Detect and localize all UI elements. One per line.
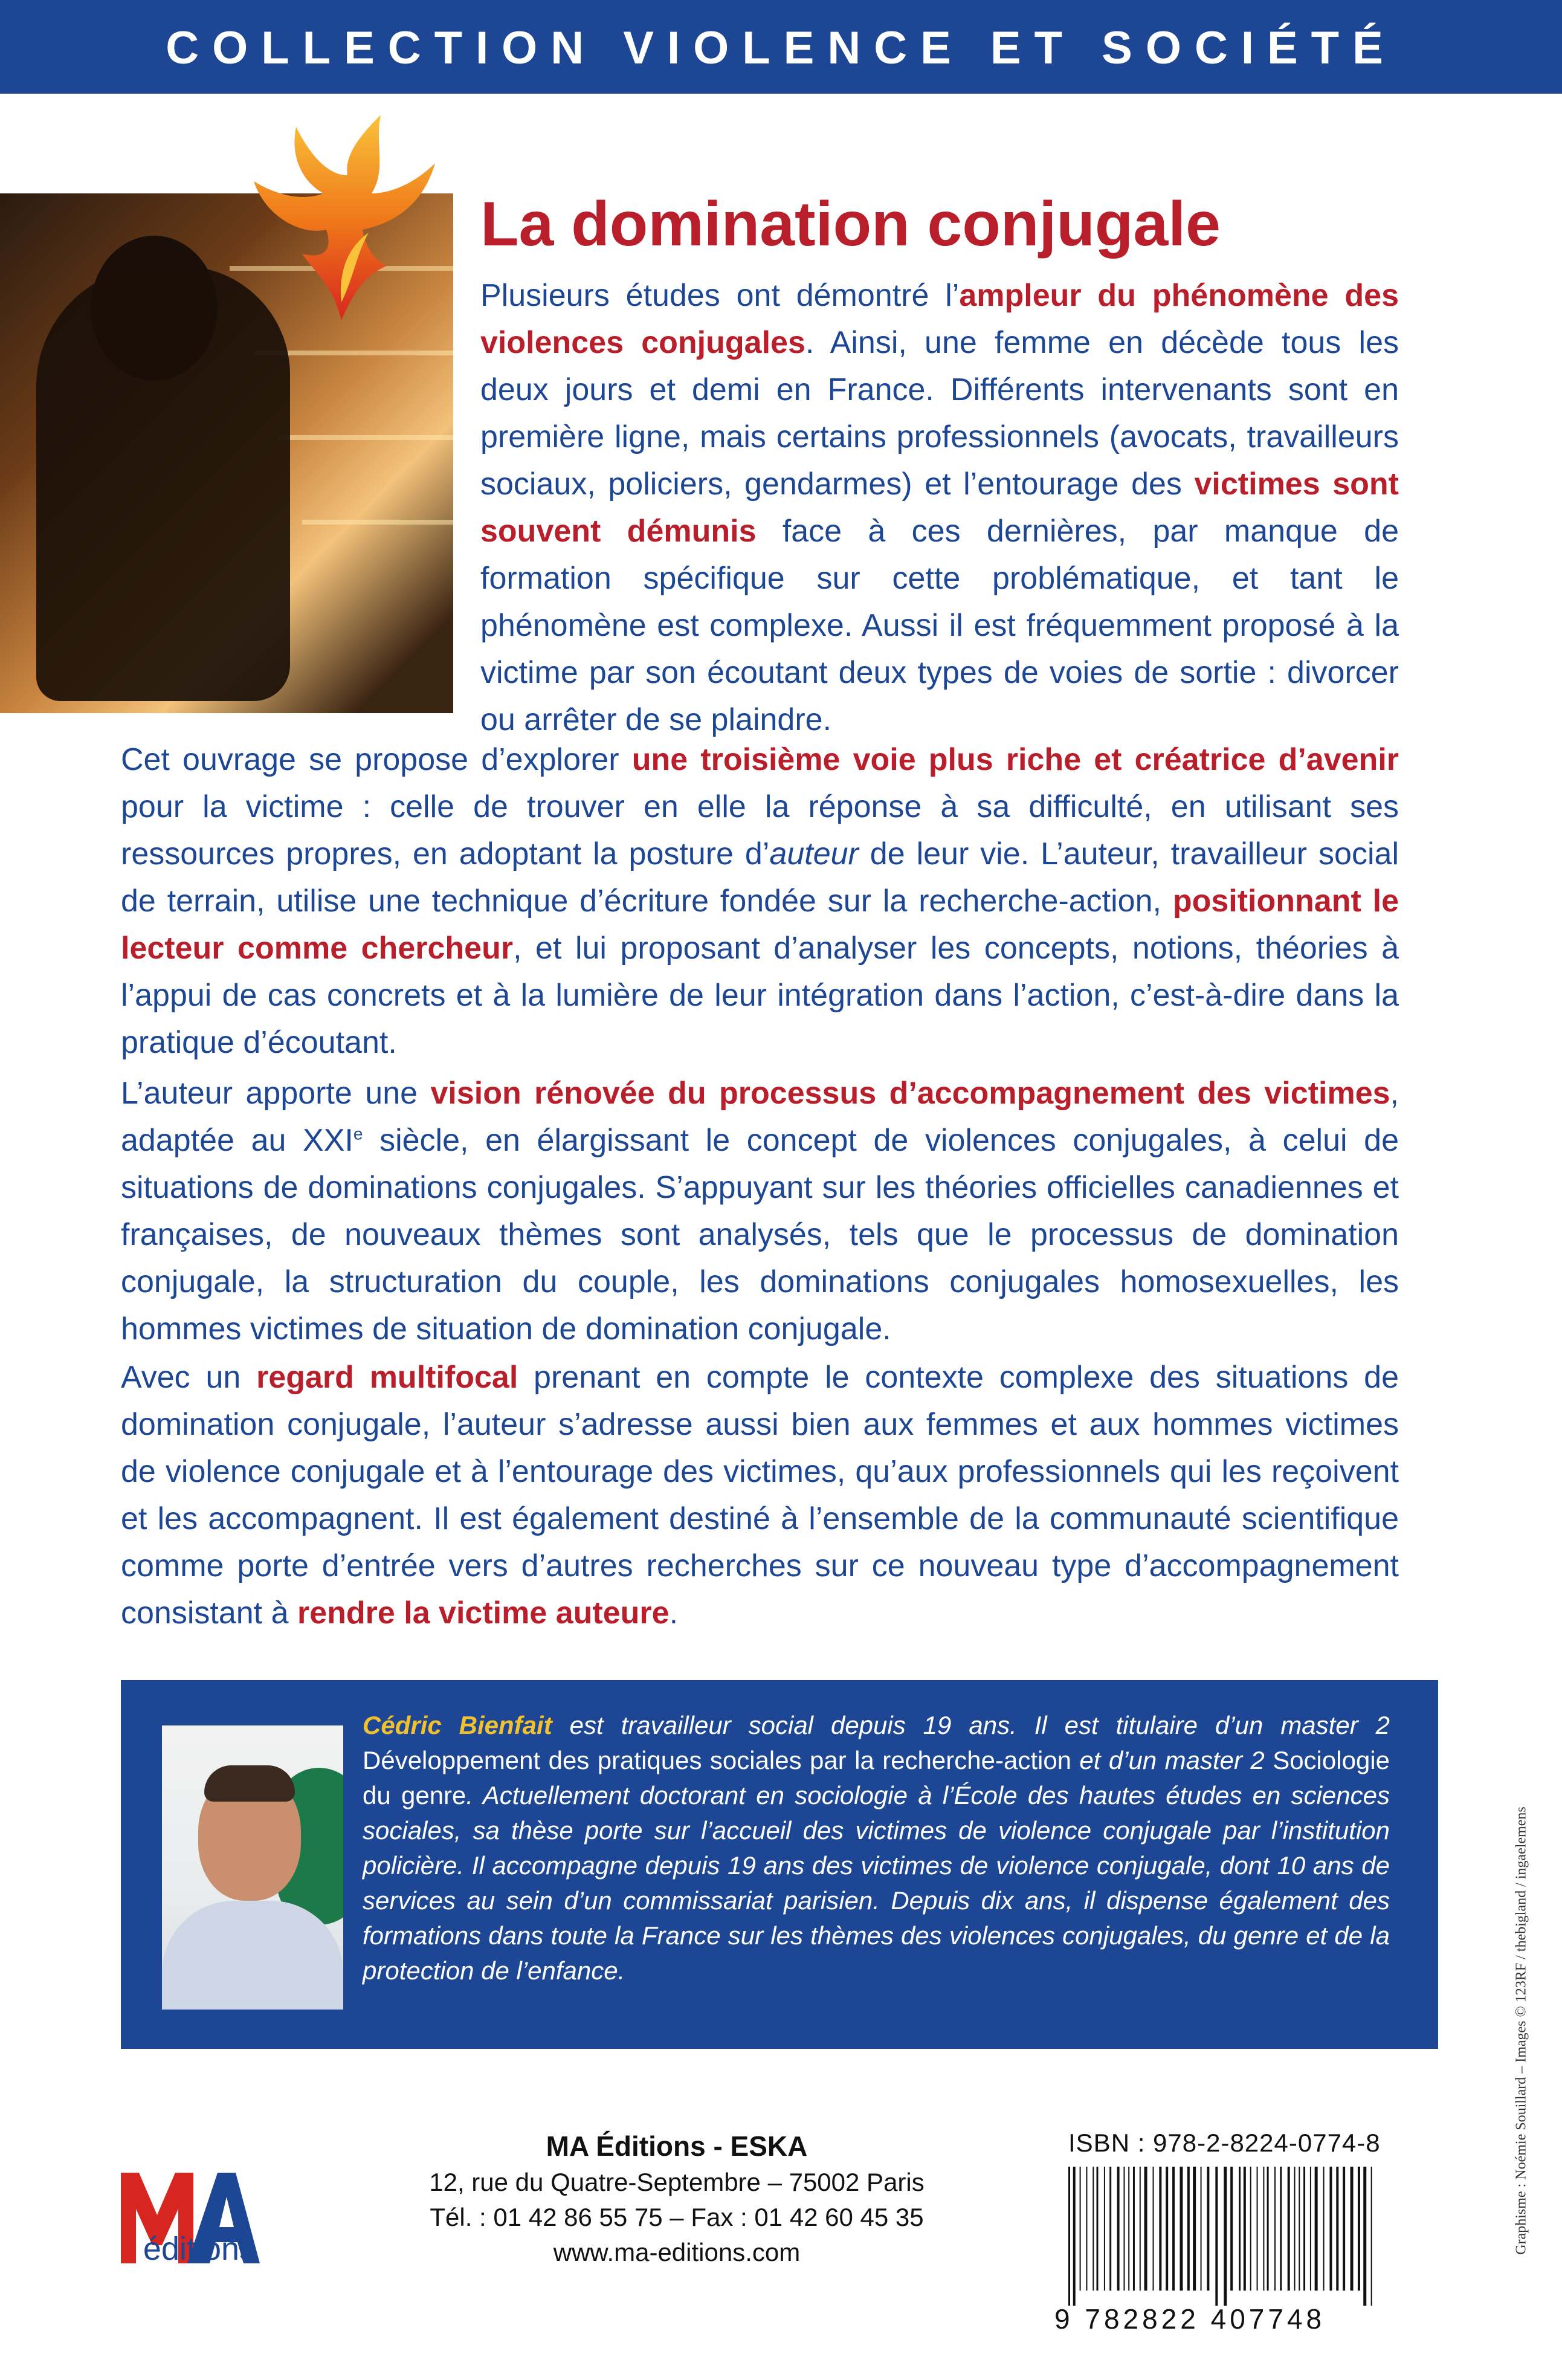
ma-editions-logo bbox=[121, 2136, 260, 2294]
barcode-bar bbox=[1280, 2167, 1282, 2291]
barcode-bar bbox=[1336, 2167, 1338, 2291]
barcode-bar bbox=[1239, 2167, 1241, 2291]
barcode-bar bbox=[1351, 2167, 1354, 2291]
phoenix-icon bbox=[242, 103, 441, 326]
barcode-bar bbox=[1133, 2167, 1135, 2291]
barcode-bar bbox=[1080, 2167, 1081, 2291]
barcode-bar bbox=[1250, 2167, 1251, 2291]
barcode-bar bbox=[1140, 2167, 1141, 2291]
text-segment: rendre la victime auteure bbox=[297, 1596, 670, 1631]
barcode-bar bbox=[1329, 2167, 1332, 2291]
text-segment: et d’un master 2 bbox=[1071, 1746, 1273, 1774]
summary-paragraph-4 bbox=[121, 1354, 1399, 1637]
text-segment: , adaptée au XXI bbox=[121, 1076, 1399, 1158]
barcode-bar bbox=[1303, 2167, 1305, 2291]
text-segment: L’auteur apporte une bbox=[121, 1076, 431, 1111]
text-segment: Cédric Bienfait bbox=[363, 1711, 552, 1739]
barcode-digits: 9 782822 407748 bbox=[1054, 2303, 1326, 2335]
summary-paragraph-1 bbox=[480, 272, 1399, 743]
text-segment: . Actuellement doctorant en sociologie à l’École des hautes études en sciences sociales, sa thèse porte sur l’accueil des victimes de violence conjugale par l’institution policière. Il accompagne depuis 19 ans des victimes de violence conjugale, dont 10 ans de services au sein d’un commissariat parisien. Depuis dix ans, il dispense également des formations dans toute la France sur les thèmes des violences conjugales, du genre et de la protection de l’enfance. bbox=[363, 1781, 1390, 1985]
text-segment: auteur bbox=[769, 836, 859, 871]
barcode-bar bbox=[1310, 2167, 1311, 2291]
text-segment: , et lui proposant d’analyser les concepts, notions, théories à l’appui de cas concrets et à la lumière de leur intégration dans l’action, c’est-à-dire dans la pratique d’écoutant. bbox=[121, 931, 1399, 1060]
barcode-bar bbox=[1068, 2167, 1070, 2306]
barcode bbox=[1065, 2167, 1451, 2306]
logo-wordmark: éditions bbox=[143, 2231, 256, 2267]
barcode-bar bbox=[1104, 2167, 1105, 2291]
barcode-bar bbox=[1363, 2167, 1366, 2306]
text-segment: regard multifocal bbox=[256, 1360, 518, 1395]
text-segment: Avec un bbox=[121, 1360, 257, 1395]
barcode-bar bbox=[1263, 2167, 1264, 2291]
text-segment: de leur vie. L’auteur, travailleur social de terrain, utilise une technique d’écriture fondée sur la recherche-action, bbox=[121, 836, 1399, 919]
text-segment: positionnant le lecteur comme chercheur bbox=[121, 884, 1399, 966]
barcode-bar bbox=[1323, 2167, 1325, 2291]
publisher-address: 12, rue du Quatre-Septembre – 75002 Paris bbox=[429, 2168, 925, 2196]
barcode-bar bbox=[1172, 2167, 1175, 2291]
barcode-bar bbox=[1073, 2167, 1076, 2306]
text-segment: Cet ouvrage se propose d’explorer bbox=[121, 742, 632, 777]
barcode-bar bbox=[1144, 2167, 1147, 2291]
publisher-phone: Tél. : 01 42 86 55 75 – Fax : 01 42 60 45 35 bbox=[430, 2203, 924, 2231]
summary-paragraph-3 bbox=[121, 1070, 1399, 1353]
barcode-bar bbox=[1358, 2167, 1360, 2291]
text-segment: . bbox=[669, 1596, 679, 1631]
author-photo bbox=[162, 1725, 343, 2010]
image-credits bbox=[1509, 1728, 1534, 2333]
barcode-bar bbox=[1215, 2167, 1218, 2306]
barcode-bar bbox=[1193, 2167, 1196, 2291]
barcode-bar bbox=[1267, 2167, 1269, 2291]
text-segment: face à ces dernières, par manque de formation spécifique sur cette problématique, et tant le phénomène est complexe. Aussi il est fréquemment proposé à la victime par son écoutant deux types de voies de sortie : divorcer ou arrêter de se plaindre. bbox=[480, 514, 1399, 737]
barcode-bar bbox=[1109, 2167, 1111, 2291]
barcode-bar bbox=[1123, 2167, 1125, 2291]
barcode-bar bbox=[1180, 2167, 1183, 2291]
text-segment: prenant en compte le contexte complexe des situations de domination conjugale, l’auteur s’adresse aussi bien aux femmes et aux hommes victimes de violence conjugale et à l’entourage des victimes, qu’aux professionnels qui les reçoivent et les accompagnent. Il est également destiné à l’ensemble de la communauté scientifique comme porte d’entrée vers d’autres recherches sur ce nouveau type d’accompagnement consistant à bbox=[121, 1360, 1399, 1631]
text-segment: une troisième voie plus riche et créatrice d’avenir bbox=[631, 742, 1399, 777]
barcode-bar bbox=[1207, 2167, 1209, 2291]
text-segment: est travailleur social depuis 19 ans. Il est titulaire d’un master 2 bbox=[552, 1711, 1390, 1739]
text-segment: Plusieurs études ont démontré l’ bbox=[480, 278, 960, 313]
barcode-bar bbox=[1159, 2167, 1161, 2291]
text-segment: vision rénovée du processus d’accompagnement des victimes bbox=[430, 1076, 1390, 1111]
barcode-bar bbox=[1274, 2167, 1276, 2291]
barcode-bar bbox=[1288, 2167, 1290, 2291]
barcode-bar bbox=[1092, 2167, 1094, 2291]
isbn-label: ISBN : 978-2-8224-0774-8 bbox=[1068, 2129, 1381, 2157]
barcode-bar bbox=[1371, 2167, 1372, 2306]
text-segment: Sociologie du genre bbox=[363, 1746, 1390, 1809]
summary-paragraph-2 bbox=[121, 736, 1399, 1066]
text-segment: e bbox=[353, 1124, 363, 1143]
barcode-bar bbox=[1315, 2167, 1318, 2291]
barcode-bar bbox=[1128, 2167, 1129, 2291]
credits-text: Graphisme : Noémie Souillard – Images © 123RF / thebigland / ingaelemens bbox=[1513, 1806, 1529, 2255]
text-segment: victimes sont souvent démunis bbox=[480, 467, 1399, 549]
text-segment: ampleur du phénomène des violences conjugales bbox=[480, 278, 1399, 360]
text-segment: siècle, en élargissant le concept de violences conjugales, à celui de situations de dominations conjugales. S’appuyant sur les théories officielles canadiennes et françaises, de nouveaux thèmes sont analysés, tels que le processus de domination conjugale, la structuration du couple, les dominations conjugales homosexuelles, les hommes victimes de situation de domination conjugale. bbox=[121, 1123, 1399, 1347]
barcode-bar bbox=[1166, 2167, 1168, 2291]
publisher-name: MA Éditions - ESKA bbox=[546, 2130, 808, 2162]
text-segment: pour la victime : celle de trouver en elle la réponse à sa difficulté, en utilisant ses ressources propres, en adoptant la posture d’ bbox=[121, 789, 1399, 871]
text-segment: Développement des pratiques sociales par la recherche-action bbox=[363, 1746, 1072, 1774]
barcode-bar bbox=[1244, 2167, 1246, 2291]
publisher-info bbox=[375, 2127, 979, 2270]
author-bio bbox=[363, 1708, 1390, 1988]
barcode-bar bbox=[1201, 2167, 1202, 2291]
barcode-bar bbox=[1343, 2167, 1345, 2291]
publisher-website[interactable]: www.ma-editions.com bbox=[553, 2238, 801, 2266]
text-segment: . Ainsi, une femme en décède tous les deux jours et demi en France. Différents intervenants sont en première ligne, mais certains professionnels (avocats, travailleurs sociaux, policiers, gendarmes) et l’entourage des bbox=[480, 325, 1399, 502]
barcode-bar bbox=[1086, 2167, 1087, 2291]
barcode-bar bbox=[1117, 2167, 1120, 2291]
barcode-bar bbox=[1224, 2167, 1227, 2306]
barcode-bar bbox=[1299, 2167, 1300, 2291]
book-title: La domination conjugale bbox=[480, 189, 1221, 259]
barcode-bar bbox=[1187, 2167, 1190, 2291]
barcode-bar bbox=[1294, 2167, 1296, 2291]
barcode-bar bbox=[1153, 2167, 1154, 2291]
barcode-bar bbox=[1097, 2167, 1099, 2291]
barcode-bar bbox=[1230, 2167, 1233, 2291]
collection-title: COLLECTION VIOLENCE ET SOCIÉTÉ bbox=[166, 22, 1396, 74]
barcode-bar bbox=[1257, 2167, 1258, 2291]
